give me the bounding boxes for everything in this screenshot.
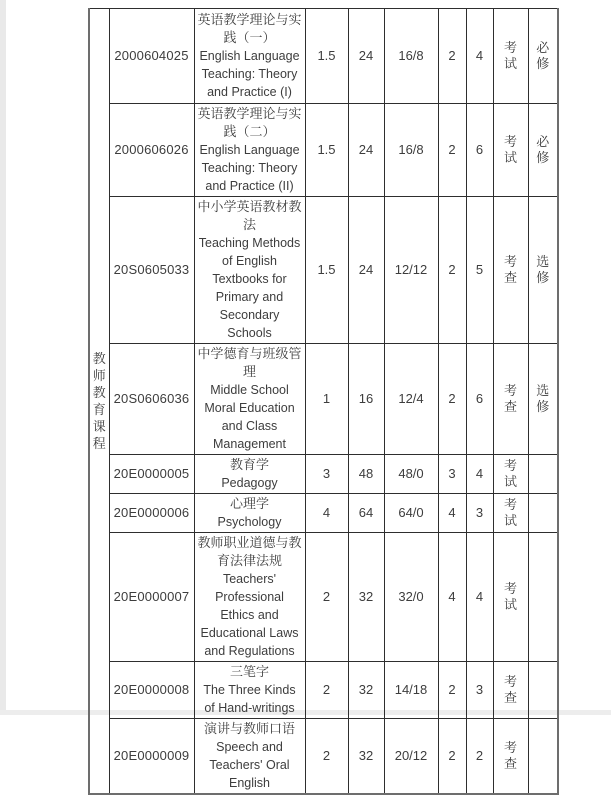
course-table bbox=[88, 8, 559, 795]
assessment-label: 考试 bbox=[503, 496, 517, 528]
cell-credits: 4 bbox=[305, 494, 348, 533]
course-type-label: 必修 bbox=[536, 133, 550, 165]
cell-num1: 2 bbox=[438, 104, 466, 197]
cell-course-code: 20E0000006 bbox=[109, 494, 194, 533]
cell-hours: 32 bbox=[348, 533, 384, 662]
cell-num1: 2 bbox=[438, 344, 466, 455]
page-edge-left bbox=[0, 0, 6, 715]
cell-hours-split: 48/0 bbox=[384, 455, 438, 494]
cell-course-name bbox=[194, 662, 305, 719]
course-name-zh: 英语教学理论与实践（二） bbox=[197, 106, 302, 139]
cell-hours: 24 bbox=[348, 197, 384, 344]
cell-course-type bbox=[528, 455, 558, 494]
cell-num1: 3 bbox=[438, 455, 466, 494]
cell-hours-split: 12/4 bbox=[384, 344, 438, 455]
cell-assessment bbox=[493, 104, 528, 197]
category-cell bbox=[89, 9, 109, 795]
cell-credits: 1 bbox=[305, 344, 348, 455]
cell-credits: 1.5 bbox=[305, 197, 348, 344]
cell-course-name bbox=[194, 104, 305, 197]
course-type-label: 选修 bbox=[536, 253, 550, 285]
cell-num2: 5 bbox=[466, 197, 493, 344]
cell-hours-split: 16/8 bbox=[384, 104, 438, 197]
cell-course-name bbox=[194, 455, 305, 494]
cell-course-name bbox=[194, 344, 305, 455]
table-row bbox=[89, 104, 558, 197]
cell-num2: 6 bbox=[466, 104, 493, 197]
table-row bbox=[89, 455, 558, 494]
cell-assessment bbox=[493, 719, 528, 795]
cell-course-type bbox=[528, 9, 558, 104]
cell-course-type bbox=[528, 104, 558, 197]
assessment-label: 考查 bbox=[503, 673, 517, 705]
cell-num1: 2 bbox=[438, 9, 466, 104]
assessment-label: 考查 bbox=[503, 739, 517, 771]
cell-hours: 48 bbox=[348, 455, 384, 494]
cell-course-type bbox=[528, 344, 558, 455]
cell-course-name bbox=[194, 719, 305, 795]
cell-num1: 2 bbox=[438, 719, 466, 795]
course-type-label: 选修 bbox=[536, 382, 550, 414]
course-name-zh: 中学德育与班级管理 bbox=[197, 346, 302, 379]
course-name-en: Pedagogy bbox=[221, 476, 278, 490]
course-name-en: Speech and Teachers' Oral English bbox=[209, 740, 290, 790]
cell-num1: 4 bbox=[438, 533, 466, 662]
cell-course-name bbox=[194, 197, 305, 344]
table-row bbox=[89, 344, 558, 455]
cell-course-code: 20S0605033 bbox=[109, 197, 194, 344]
cell-credits: 2 bbox=[305, 533, 348, 662]
cell-hours: 24 bbox=[348, 9, 384, 104]
course-name-zh: 心理学 bbox=[229, 496, 269, 511]
cell-num2: 2 bbox=[466, 719, 493, 795]
course-name-en: Psychology bbox=[217, 515, 282, 529]
cell-course-type bbox=[528, 533, 558, 662]
cell-hours-split: 64/0 bbox=[384, 494, 438, 533]
cell-assessment bbox=[493, 533, 528, 662]
cell-num1: 4 bbox=[438, 494, 466, 533]
table-row bbox=[89, 662, 558, 719]
cell-num2: 3 bbox=[466, 662, 493, 719]
cell-hours: 64 bbox=[348, 494, 384, 533]
cell-hours: 32 bbox=[348, 662, 384, 719]
cell-course-name bbox=[194, 494, 305, 533]
assessment-label: 考试 bbox=[503, 39, 517, 71]
cell-assessment bbox=[493, 662, 528, 719]
cell-hours-split: 32/0 bbox=[384, 533, 438, 662]
cell-course-name bbox=[194, 9, 305, 104]
cell-assessment bbox=[493, 455, 528, 494]
cell-credits: 2 bbox=[305, 719, 348, 795]
cell-assessment bbox=[493, 344, 528, 455]
cell-hours-split: 12/12 bbox=[384, 197, 438, 344]
cell-num1: 2 bbox=[438, 662, 466, 719]
course-name-en: English Language Teaching: Theory and Practice (II) bbox=[199, 143, 300, 193]
course-name-zh: 英语教学理论与实践（一） bbox=[197, 12, 302, 45]
course-name-zh: 演讲与教师口语 bbox=[203, 721, 295, 736]
cell-course-type bbox=[528, 197, 558, 344]
cell-credits: 3 bbox=[305, 455, 348, 494]
course-name-en: Middle School Moral Education and Class Management bbox=[204, 383, 295, 451]
assessment-label: 考查 bbox=[503, 253, 517, 285]
course-name-zh: 教育学 bbox=[229, 457, 269, 472]
cell-assessment bbox=[493, 9, 528, 104]
cell-num1: 2 bbox=[438, 197, 466, 344]
cell-credits: 2 bbox=[305, 662, 348, 719]
cell-hours: 16 bbox=[348, 344, 384, 455]
cell-course-code: 20E0000007 bbox=[109, 533, 194, 662]
cell-course-name bbox=[194, 533, 305, 662]
cell-num2: 3 bbox=[466, 494, 493, 533]
cell-course-code: 2000606026 bbox=[109, 104, 194, 197]
course-name-en: The Three Kinds of Hand-writings bbox=[203, 683, 296, 715]
cell-num2: 4 bbox=[466, 9, 493, 104]
cell-hours: 32 bbox=[348, 719, 384, 795]
cell-hours-split: 16/8 bbox=[384, 9, 438, 104]
cell-num2: 6 bbox=[466, 344, 493, 455]
cell-assessment bbox=[493, 197, 528, 344]
course-name-zh: 教师职业道德与教育法律法规 bbox=[197, 535, 302, 568]
cell-course-code: 2000604025 bbox=[109, 9, 194, 104]
cell-course-code: 20E0000005 bbox=[109, 455, 194, 494]
course-name-zh: 中小学英语教材教法 bbox=[197, 199, 302, 232]
cell-assessment bbox=[493, 494, 528, 533]
cell-num2: 4 bbox=[466, 455, 493, 494]
cell-course-type bbox=[528, 662, 558, 719]
cell-course-type bbox=[528, 719, 558, 795]
course-name-zh: 三笔字 bbox=[229, 664, 269, 679]
cell-num2: 4 bbox=[466, 533, 493, 662]
cell-hours-split: 14/18 bbox=[384, 662, 438, 719]
assessment-label: 考试 bbox=[503, 457, 517, 489]
table-row bbox=[89, 494, 558, 533]
course-name-en: Teaching Methods of English Textbooks for Primary and Secondary Schools bbox=[198, 236, 301, 340]
table-row bbox=[89, 533, 558, 662]
course-name-en: Teachers' Professional Ethics and Educational Laws and Regulations bbox=[200, 572, 299, 658]
cell-course-code: 20E0000008 bbox=[109, 662, 194, 719]
cell-hours: 24 bbox=[348, 104, 384, 197]
cell-hours-split: 20/12 bbox=[384, 719, 438, 795]
course-name-en: English Language Teaching: Theory and Practice (I) bbox=[199, 49, 300, 99]
cell-credits: 1.5 bbox=[305, 104, 348, 197]
assessment-label: 考试 bbox=[503, 580, 517, 612]
table-row bbox=[89, 719, 558, 795]
cell-course-code: 20E0000009 bbox=[109, 719, 194, 795]
course-type-label: 必修 bbox=[536, 39, 550, 71]
cell-credits: 1.5 bbox=[305, 9, 348, 104]
assessment-label: 考查 bbox=[503, 382, 517, 414]
assessment-label: 考试 bbox=[503, 133, 517, 165]
cell-course-type bbox=[528, 494, 558, 533]
table-row bbox=[89, 197, 558, 344]
category-label: 教师教育课程 bbox=[92, 351, 106, 451]
table-row bbox=[89, 9, 558, 104]
cell-course-code: 20S0606036 bbox=[109, 344, 194, 455]
